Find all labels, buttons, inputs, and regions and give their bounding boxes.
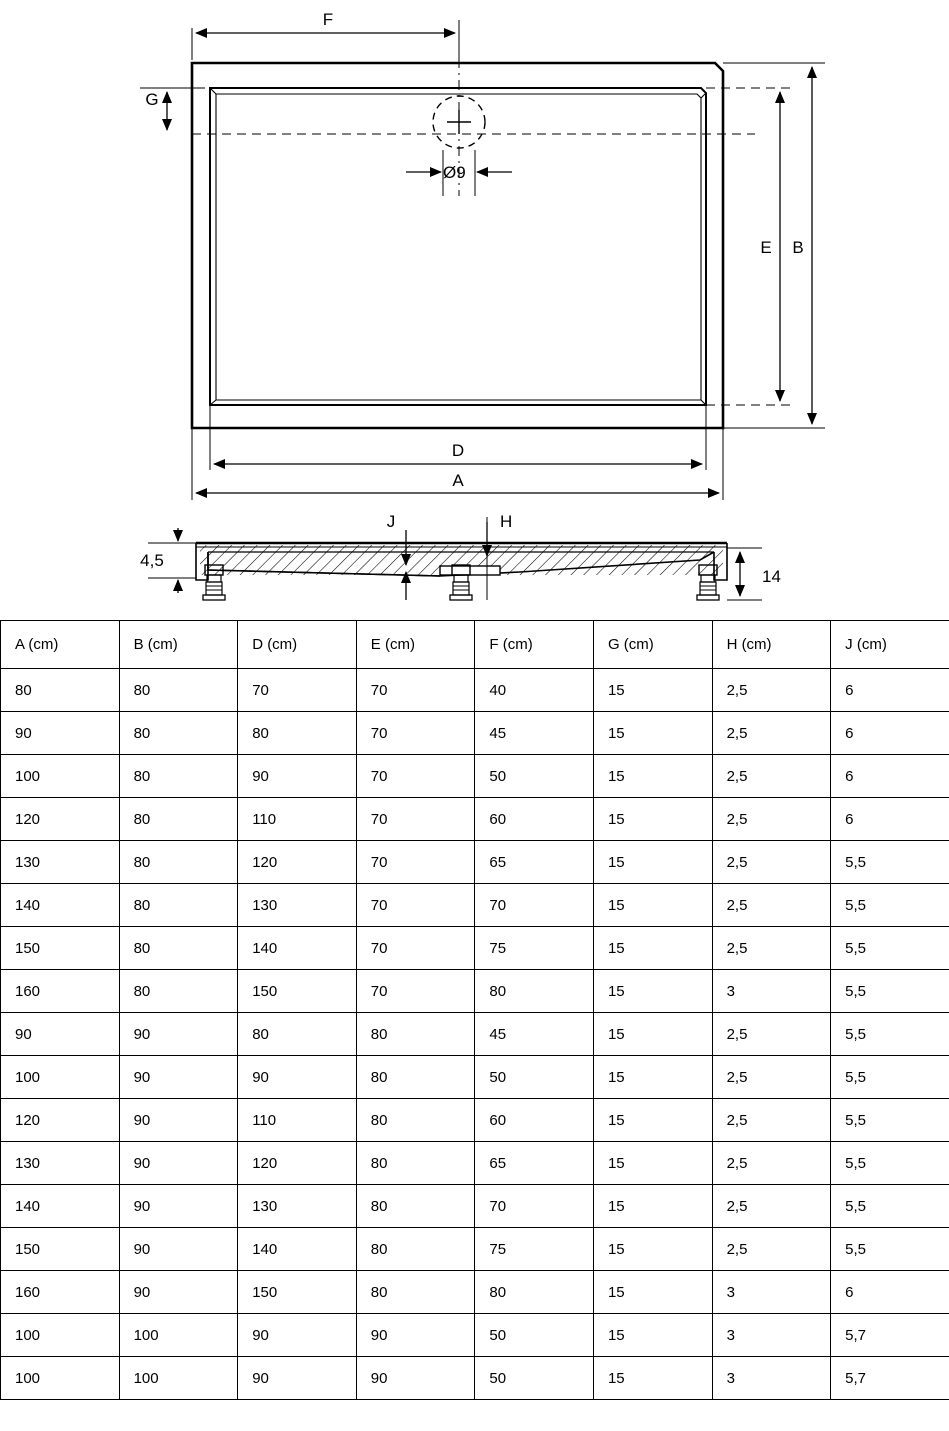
dim-label-H: H xyxy=(500,512,513,531)
table-cell: 90 xyxy=(119,1142,238,1185)
table-cell: 15 xyxy=(593,669,712,712)
table-cell: 15 xyxy=(593,1314,712,1357)
table-cell: 15 xyxy=(593,798,712,841)
table-cell: 3 xyxy=(712,1314,831,1357)
table-cell: 2,5 xyxy=(712,841,831,884)
table-cell: 80 xyxy=(119,841,238,884)
table-cell: 80 xyxy=(119,712,238,755)
table-cell: 50 xyxy=(475,1314,594,1357)
table-cell: 80 xyxy=(1,669,120,712)
table-cell: 90 xyxy=(1,1013,120,1056)
table-cell: 70 xyxy=(356,884,475,927)
table-cell: 90 xyxy=(356,1357,475,1400)
table-row xyxy=(1,1314,949,1357)
table-cell: 80 xyxy=(356,1228,475,1271)
table-cell: 70 xyxy=(356,669,475,712)
dim-label-B: B xyxy=(792,238,804,257)
table-cell: 110 xyxy=(238,1099,357,1142)
dim-label-G: G xyxy=(145,90,159,109)
column-header-a: A (cm) xyxy=(1,621,120,669)
table-cell: 40 xyxy=(475,669,594,712)
dim-label-thickness-total: 14 xyxy=(762,567,781,586)
table-cell: 65 xyxy=(475,841,594,884)
table-cell: 90 xyxy=(119,1271,238,1314)
table-cell: 80 xyxy=(119,798,238,841)
table-cell: 2,5 xyxy=(712,1228,831,1271)
table-cell: 90 xyxy=(1,712,120,755)
table-cell: 5,5 xyxy=(831,1013,949,1056)
column-header-f: F (cm) xyxy=(475,621,594,669)
table-cell: 90 xyxy=(119,1185,238,1228)
drawing-svg xyxy=(0,0,949,618)
table-cell: 50 xyxy=(475,755,594,798)
table-cell: 2,5 xyxy=(712,1056,831,1099)
top-view-tray-outline xyxy=(192,63,723,428)
table-cell: 3 xyxy=(712,1357,831,1400)
table-cell: 15 xyxy=(593,1228,712,1271)
table-cell: 15 xyxy=(593,1271,712,1314)
table-cell: 80 xyxy=(356,1099,475,1142)
table-cell: 90 xyxy=(238,1314,357,1357)
table-row xyxy=(1,669,949,712)
table-cell: 80 xyxy=(356,1185,475,1228)
table-cell: 5,5 xyxy=(831,841,949,884)
table-cell: 75 xyxy=(475,1228,594,1271)
table-row xyxy=(1,1099,949,1142)
table-row xyxy=(1,1013,949,1056)
table-cell: 120 xyxy=(1,798,120,841)
table-cell: 90 xyxy=(356,1314,475,1357)
table-cell: 130 xyxy=(238,1185,357,1228)
table-cell: 5,5 xyxy=(831,1056,949,1099)
table-cell: 160 xyxy=(1,970,120,1013)
table-cell: 70 xyxy=(356,927,475,970)
table-cell: 5,7 xyxy=(831,1314,949,1357)
table-cell: 6 xyxy=(831,669,949,712)
table-cell: 110 xyxy=(238,798,357,841)
table-cell: 100 xyxy=(1,1314,120,1357)
table-cell: 5,7 xyxy=(831,1357,949,1400)
table-row xyxy=(1,1228,949,1271)
table-cell: 2,5 xyxy=(712,884,831,927)
dim-label-E: E xyxy=(760,238,772,257)
table-cell: 100 xyxy=(119,1314,238,1357)
column-header-h: H (cm) xyxy=(712,621,831,669)
column-header-g: G (cm) xyxy=(593,621,712,669)
table-row xyxy=(1,841,949,884)
table-cell: 2,5 xyxy=(712,1142,831,1185)
table-cell: 5,5 xyxy=(831,1142,949,1185)
table-row xyxy=(1,1185,949,1228)
table-cell: 80 xyxy=(119,927,238,970)
table-cell: 100 xyxy=(1,1357,120,1400)
table-cell: 130 xyxy=(238,884,357,927)
table-cell: 80 xyxy=(119,970,238,1013)
dim-label-thickness-top: 4,5 xyxy=(140,551,164,570)
table-cell: 80 xyxy=(119,669,238,712)
table-cell: 140 xyxy=(238,927,357,970)
table-cell: 15 xyxy=(593,1013,712,1056)
table-header-row xyxy=(1,621,949,669)
table-cell: 15 xyxy=(593,970,712,1013)
table-cell: 15 xyxy=(593,1357,712,1400)
table-cell: 15 xyxy=(593,755,712,798)
table-cell: 2,5 xyxy=(712,1013,831,1056)
table-cell: 90 xyxy=(238,755,357,798)
dimension-thickness-top xyxy=(140,528,196,593)
table-cell: 70 xyxy=(356,970,475,1013)
table-cell: 5,5 xyxy=(831,1185,949,1228)
table-cell: 3 xyxy=(712,1271,831,1314)
dimensions-table xyxy=(0,620,949,1400)
column-header-e: E (cm) xyxy=(356,621,475,669)
table-cell: 70 xyxy=(356,798,475,841)
table-cell: 5,5 xyxy=(831,970,949,1013)
table-cell: 5,5 xyxy=(831,884,949,927)
table-cell: 120 xyxy=(1,1099,120,1142)
table-cell: 5,5 xyxy=(831,1099,949,1142)
table-cell: 50 xyxy=(475,1056,594,1099)
table-cell: 90 xyxy=(238,1056,357,1099)
dimension-F xyxy=(192,10,459,60)
table-cell: 80 xyxy=(475,1271,594,1314)
table-cell: 6 xyxy=(831,712,949,755)
table-cell: 150 xyxy=(238,1271,357,1314)
table-cell: 80 xyxy=(356,1013,475,1056)
table-cell: 15 xyxy=(593,712,712,755)
table-cell: 70 xyxy=(475,1185,594,1228)
table-cell: 6 xyxy=(831,755,949,798)
table-cell: 130 xyxy=(1,841,120,884)
table-cell: 150 xyxy=(1,1228,120,1271)
table-cell: 45 xyxy=(475,712,594,755)
table-cell: 70 xyxy=(356,841,475,884)
table-row xyxy=(1,1142,949,1185)
table-cell: 2,5 xyxy=(712,712,831,755)
table-cell: 80 xyxy=(119,884,238,927)
table-cell: 3 xyxy=(712,970,831,1013)
table-cell: 150 xyxy=(238,970,357,1013)
table-row xyxy=(1,970,949,1013)
table-cell: 15 xyxy=(593,1185,712,1228)
table-cell: 65 xyxy=(475,1142,594,1185)
table-cell: 2,5 xyxy=(712,669,831,712)
table-cell: 80 xyxy=(356,1271,475,1314)
table-cell: 2,5 xyxy=(712,755,831,798)
table-cell: 90 xyxy=(119,1056,238,1099)
table-cell: 70 xyxy=(475,884,594,927)
table-cell: 75 xyxy=(475,927,594,970)
table-cell: 6 xyxy=(831,798,949,841)
table-cell: 140 xyxy=(1,1185,120,1228)
dim-label-F: F xyxy=(322,10,334,29)
table-row xyxy=(1,927,949,970)
table-cell: 15 xyxy=(593,1056,712,1099)
table-cell: 90 xyxy=(119,1099,238,1142)
dimension-thickness-total xyxy=(727,548,781,600)
table-cell: 90 xyxy=(119,1228,238,1271)
table-cell: 2,5 xyxy=(712,1099,831,1142)
table-row xyxy=(1,884,949,927)
dimension-B xyxy=(723,63,825,428)
table-row xyxy=(1,755,949,798)
column-header-j: J (cm) xyxy=(831,621,949,669)
table-cell: 15 xyxy=(593,1099,712,1142)
table-cell: 2,5 xyxy=(712,1185,831,1228)
table-cell: 100 xyxy=(1,755,120,798)
table-row xyxy=(1,798,949,841)
table-cell: 80 xyxy=(356,1056,475,1099)
table-cell: 120 xyxy=(238,1142,357,1185)
table-cell: 140 xyxy=(1,884,120,927)
table-cell: 45 xyxy=(475,1013,594,1056)
table-cell: 140 xyxy=(238,1228,357,1271)
dim-label-A: A xyxy=(452,471,464,490)
table-cell: 130 xyxy=(1,1142,120,1185)
table-cell: 100 xyxy=(119,1357,238,1400)
table-cell: 90 xyxy=(119,1013,238,1056)
table-cell: 80 xyxy=(238,712,357,755)
table-row xyxy=(1,712,949,755)
table-cell: 160 xyxy=(1,1271,120,1314)
table-cell: 80 xyxy=(238,1013,357,1056)
table-cell: 70 xyxy=(356,712,475,755)
table-cell: 100 xyxy=(1,1056,120,1099)
table-cell: 15 xyxy=(593,884,712,927)
table-cell: 15 xyxy=(593,927,712,970)
table-cell: 60 xyxy=(475,1099,594,1142)
table-cell: 15 xyxy=(593,841,712,884)
table-cell: 2,5 xyxy=(712,798,831,841)
table-cell: 5,5 xyxy=(831,1228,949,1271)
dim-label-D: D xyxy=(451,441,465,460)
table-cell: 70 xyxy=(238,669,357,712)
table-cell: 5,5 xyxy=(831,927,949,970)
table-cell: 70 xyxy=(356,755,475,798)
technical-drawing xyxy=(0,0,949,618)
dim-label-diameter: Ø9 xyxy=(443,163,466,182)
column-header-d: D (cm) xyxy=(238,621,357,669)
column-header-b: B (cm) xyxy=(119,621,238,669)
table-cell: 80 xyxy=(475,970,594,1013)
table-cell: 80 xyxy=(356,1142,475,1185)
table-cell: 80 xyxy=(119,755,238,798)
table-cell: 90 xyxy=(238,1357,357,1400)
dim-label-J: J xyxy=(386,512,396,531)
table-cell: 60 xyxy=(475,798,594,841)
table-row xyxy=(1,1357,949,1400)
table-row xyxy=(1,1056,949,1099)
table-cell: 2,5 xyxy=(712,927,831,970)
table-cell: 15 xyxy=(593,1142,712,1185)
table-cell: 6 xyxy=(831,1271,949,1314)
table-cell: 50 xyxy=(475,1357,594,1400)
table-cell: 150 xyxy=(1,927,120,970)
table-row xyxy=(1,1271,949,1314)
table-cell: 120 xyxy=(238,841,357,884)
